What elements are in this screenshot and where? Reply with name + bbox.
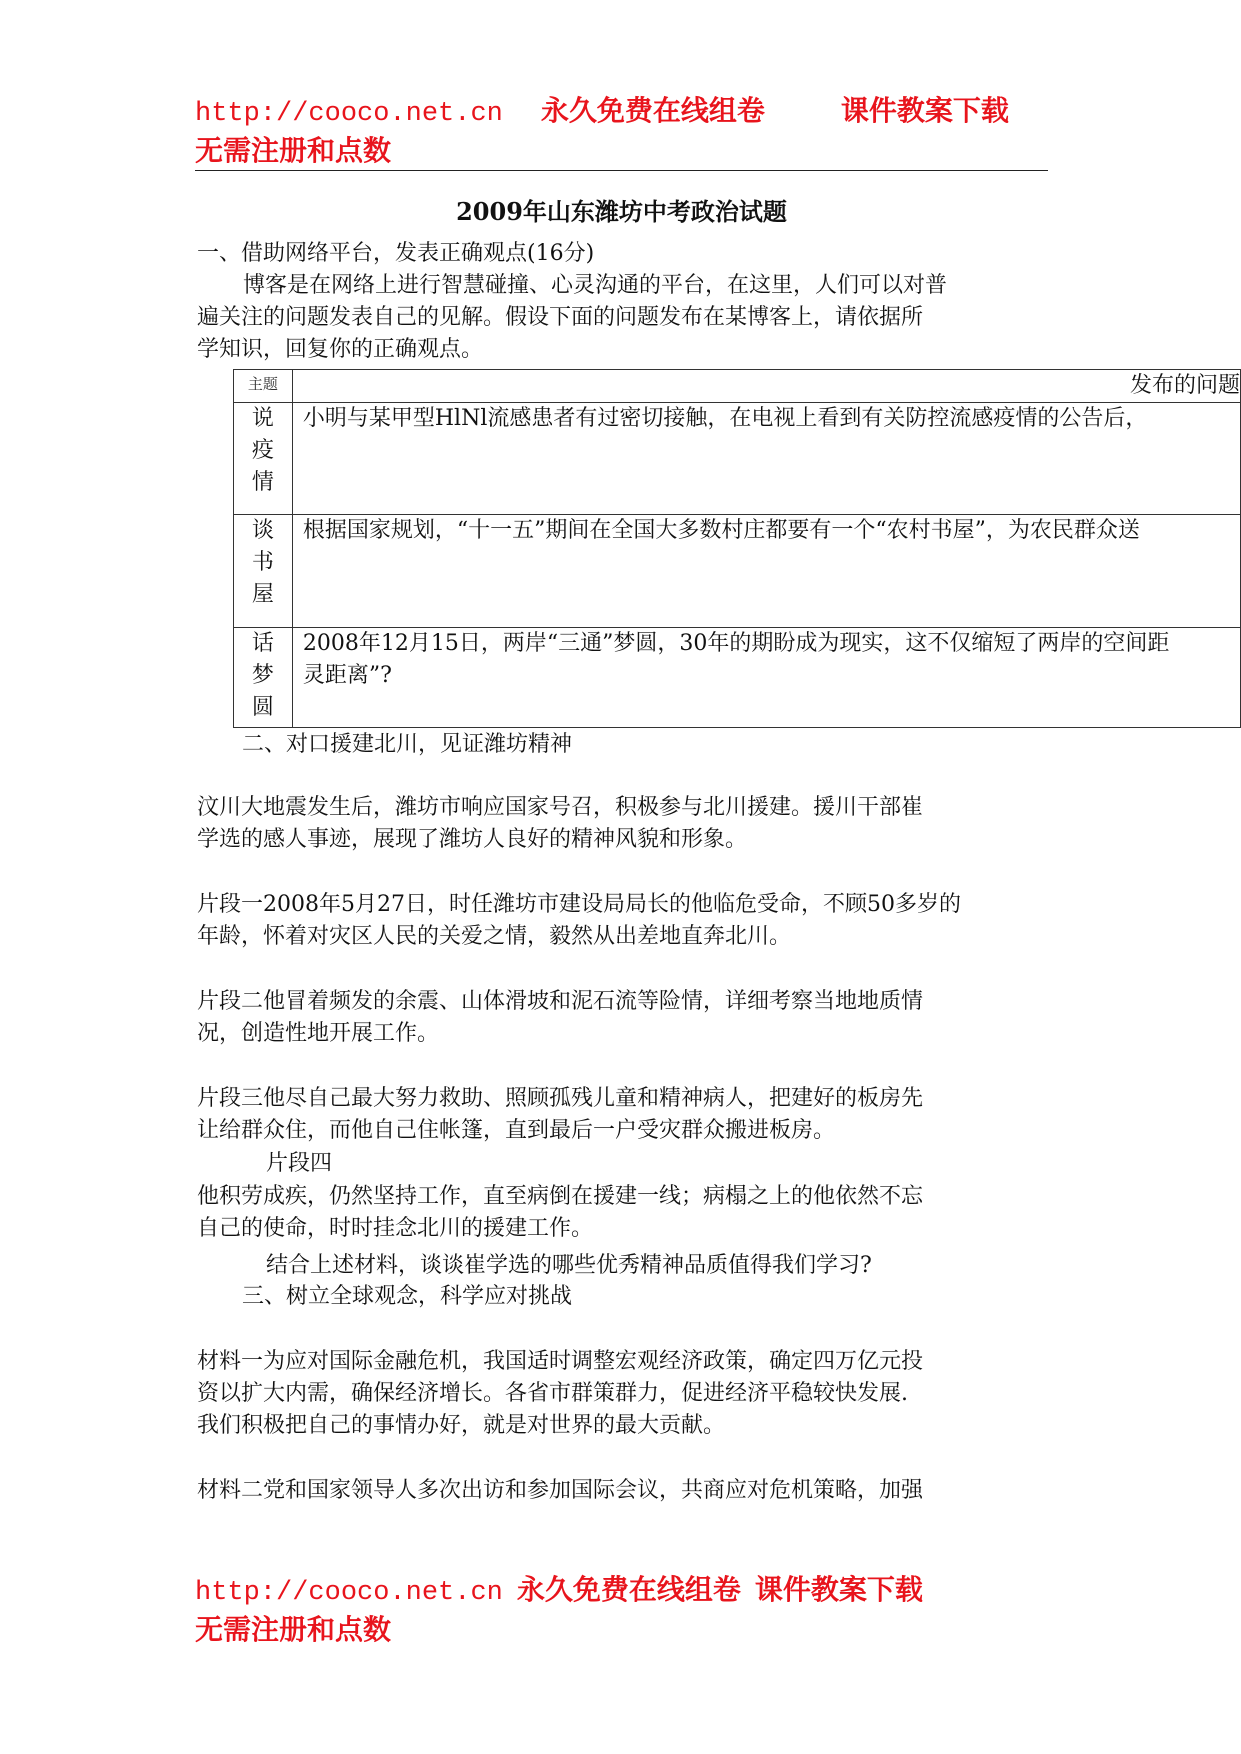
header-banner-url[interactable]: http://cooco.net.cn [195,99,503,129]
material1-line: 我们积极把自己的事情办好，就是对世界的最大贡献。 [197,1413,726,1438]
topic-cell: 话 梦 圆 [234,628,293,728]
section2-para-line: 汶川大地震发生后，潍坊市响应国家号召，积极参与北川援建。援川干部崔 [197,795,924,820]
fragment4-label: 片段四 [266,1151,333,1176]
section2-heading: 二、对口援建北川，见证潍坊精神 [242,732,573,757]
footer-banner [195,1570,923,1613]
section2-para-line: 学选的感人事迹，展现了潍坊人良好的精神风貌和形象。 [197,827,748,852]
table-row [234,628,1241,728]
header-banner [195,91,1009,134]
section1-intro-line: 博客是在网络上进行智慧碰撞、心灵沟通的平台，在这里，人们可以对普 [243,273,948,298]
section2-question: 结合上述材料，谈谈崔学选的哪些优秀精神品质值得我们学习? [266,1253,872,1278]
table-header-row [234,370,1241,403]
header-banner-line2: 无需注册和点数 [195,134,392,167]
material1-line: 材料一为应对国际金融危机，我国适时调整宏观经济政策，确定四万亿元投 [197,1349,924,1374]
question-cell: 2008年12月15日，两岸“三通”梦圆，30年的期盼成为现实，这不仅缩短了两岸的空间距 灵距离”? [292,628,1240,728]
fragment4-line: 他积劳成疾，仍然坚持工作，直至病倒在援建一线；病榻之上的他依然不忘 [197,1184,924,1209]
table-header-question: 发布的问题 [292,370,1240,403]
fragment1-line: 片段一2008年5月27日，时任潍坊市建设局局长的他临危受命，不顾50多岁的 [197,892,961,917]
material2-line: 材料二党和国家领导人多次出访和参加国际会议，共商应对危机策略，加强 [197,1478,924,1503]
question-cell: 小明与某甲型HlNl流感患者有过密切接触，在电视上看到有关防控流感疫情的公告后， [292,403,1240,515]
material1-line: 资以扩大内需，确保经济增长。各省市群策群力，促进经济平稳较快发展. [197,1381,908,1406]
section1-intro-line: 学知识，回复你的正确观点。 [197,337,484,362]
topic-cell: 谈 书 屋 [234,515,293,628]
page-title: 2009年山东潍坊中考政治试题 [456,197,787,226]
fragment3-line: 片段三他尽自己最大努力救助、照顾孤残儿童和精神病人，把建好的板房先 [197,1086,924,1111]
fragment2-line: 片段二他冒着频发的余震、山体滑坡和泥石流等险情，详细考察当地地质情 [197,989,924,1014]
footer-banner-url[interactable]: http://cooco.net.cn [195,1578,503,1608]
fragment2-line: 况，创造性地开展工作。 [197,1021,440,1046]
section3-heading: 三、树立全球观念，科学应对挑战 [242,1284,573,1309]
footer-banner-line2: 无需注册和点数 [195,1613,392,1646]
section1-intro-line: 遍关注的问题发表自己的见解。假设下面的问题发布在某博客上，请依据所 [197,305,924,330]
footer-banner-slogan2: 课件教案下载 [754,1573,923,1606]
fragment3-line: 让给群众住，而他自己住帐篷，直到最后一户受灾群众搬进板房。 [197,1118,836,1143]
topic-cell: 说 疫 情 [234,403,293,515]
table-row [234,515,1241,628]
fragment4-line: 自己的使命，时时挂念北川的援建工作。 [197,1216,594,1241]
section1-heading: 一、借助网络平台，发表正确观点(16分) [197,241,595,266]
table-row [234,403,1241,515]
question-cell: 根据国家规划，“十一五”期间在全国大多数村庄都要有一个“农村书屋”，为农民群众送 [292,515,1240,628]
footer-banner-slogan1: 永久免费在线组卷 [516,1573,741,1606]
fragment1-line: 年龄，怀着对灾区人民的关爱之情，毅然从出差地直奔北川。 [197,924,792,949]
header-banner-slogan2: 课件教案下载 [840,94,1009,127]
table-header-topic: 主题 [234,370,293,403]
header-banner-slogan1: 永久免费在线组卷 [540,94,765,127]
blog-topics-table [233,369,1241,728]
header-divider [195,170,1048,171]
